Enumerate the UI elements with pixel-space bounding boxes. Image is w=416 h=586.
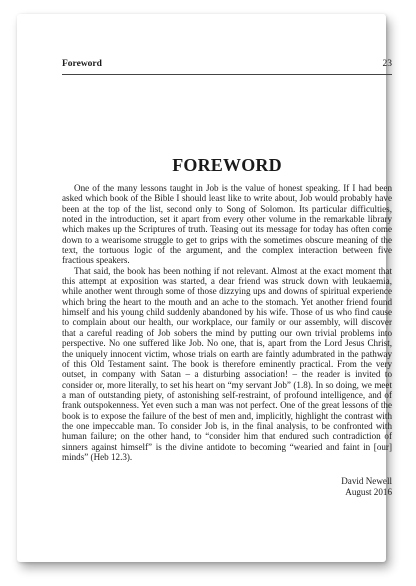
chapter-heading: FOREWORD (172, 155, 282, 175)
author-name: David Newell (341, 476, 392, 486)
running-head-title: Foreword (62, 59, 102, 69)
paragraph: That said, the book has been nothing if not relevant. Almost at the exact moment that this attempt at exposition was started, a dear friend was struck down with leukaemia, while another went through some of those dizzying ups and downs of spiritual experience which bring the heart to the mouth and an ache to the stomach. Yet another friend found himself and his young child suddenly abandoned by his wife. Those of us who find cause to complain about our health, our workplace, our family or our assembly, will discover that a careful reading of Job sobers the mind by putting our own trivial problems into perspective. No one suffered like Job. No one, that is, apart from the Lord Jesus Christ, the uniquely innocent victim, whose trials on earth are faintly adumbrated in the pathway of this Old Testament saint. The book is therefore eminently practical. From the very outset, in company with Satan – a disturbing association! – the reader is invited to consider or, more literally, to set his heart on “my servant Job” (1.8). In so doing, we meet a man of outstanding piety, of astonishing self-restraint, of profound intelligence, and of frank outspokenness. Yet even such a man was not perfect. One of the great lessons of the book is to expose the failure of the best of men and, implicitly, highlight the contrast with the one impeccable man. To consider Job is, in the final analysis, to be confronted with human failure; on the other hand, to “consider him that endured such contradiction of sinners against himself” is the divine antidote to becoming “wearied and faint in [our] minds” (Heb 12.3). (62, 265, 392, 462)
body-text (62, 183, 392, 462)
running-head (62, 57, 392, 71)
signature-date: August 2016 (345, 486, 392, 497)
document-page (17, 14, 392, 562)
signature-block (62, 476, 392, 497)
page-number: 23 (382, 59, 392, 69)
paragraph: One of the many lessons taught in Job is the value of honest speaking. If I had been asked which book of the Bible I should least like to write about, Job would probably have been at the top of the list, second only to Song of Solomon. Its particular difficulties, noted in the introduction, set it apart from every other volume in the remarkable library which makes up the Scriptures of truth. Teasing out its message for today has often come down to a wearisome struggle to get to grips with the sometimes obscure meaning of the text, the tortuous logic of the argument, and the complex interaction between five fractious speakers. (62, 183, 392, 266)
header-rule (62, 74, 392, 75)
